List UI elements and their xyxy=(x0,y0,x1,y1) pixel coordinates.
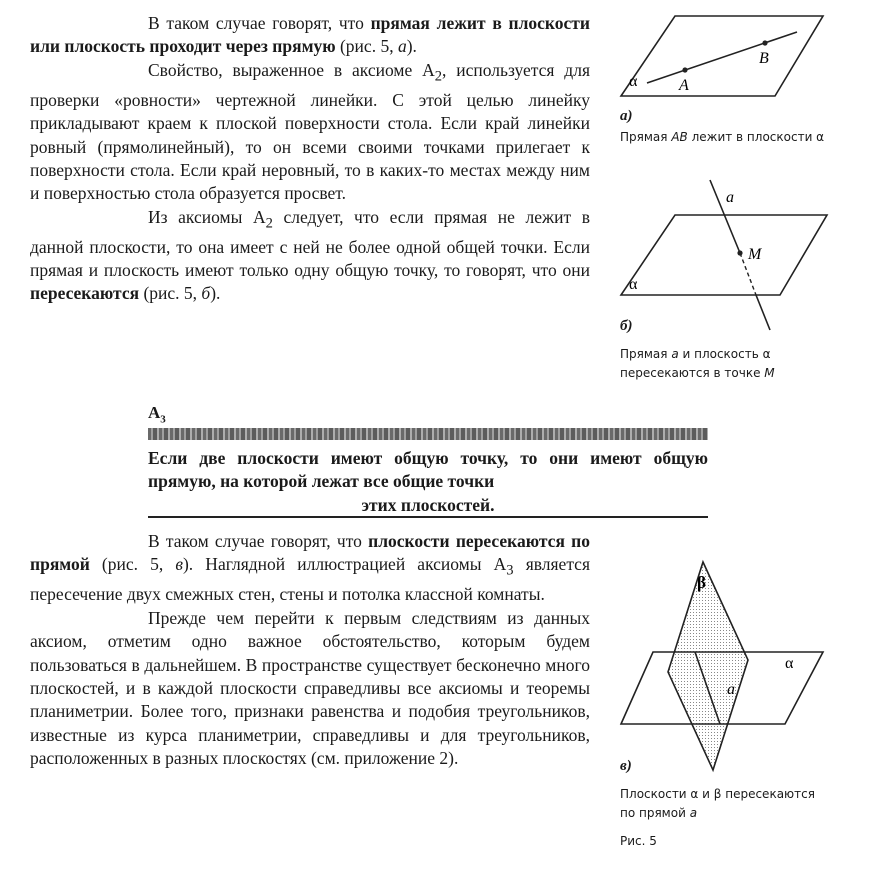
axiom-label: $А_3$ xyxy=(148,403,166,426)
label-alpha-a: α xyxy=(629,73,638,90)
term-intersect: пересекаются xyxy=(30,283,140,304)
term-line-in-plane: прямая лежит в плоскости или плоскость проходит через прямую xyxy=(30,13,590,57)
figure-a-caption: Прямая AB лежит в плоскости α xyxy=(620,130,825,144)
label-alpha-b: α xyxy=(629,276,638,293)
point-b xyxy=(762,40,767,45)
figure-b xyxy=(615,175,830,340)
text-block-bottom xyxy=(30,530,590,771)
figure-a xyxy=(615,8,825,103)
paragraph-line-in-plane: В таком случае говорят, что прямая лежит в плоскости или плоскость проходит через прямую (рис. 5, а). xyxy=(30,13,590,57)
paragraph-intersect: Из аксиомы $А_2$ следует, что если прямая не лежит в данной плоскости, то она имеет с ней не более одной общей точки. Если прямая и плоскость имеют только одну общую точку, то говорят, что они пересекаются (рис. 5, б). xyxy=(30,206,590,304)
label-alpha-c: α xyxy=(785,655,794,672)
line-a-bottom xyxy=(756,295,770,330)
paragraph-planimetry: Прежде чем перейти к первым следствиям из данных аксиом, отметим одно важное обстоятельство, которым будем пользоваться в дальнейшем. В пространстве существует бесконечно много плоскостей, и в каждой плоскости справедливы все аксиомы и теоремы планиметрии. Более того, признаки равенства и подобия треугольников, известные из курса планиметрии, справедливы и для треугольников, расположенных в разных плоскостях (см. приложение 2). xyxy=(30,607,590,769)
label-line-c: a xyxy=(727,681,735,698)
figure-a-letter: а) xyxy=(620,108,633,124)
figure-b-caption: Прямая a и плоскость α пересекаются в точке M xyxy=(620,347,775,380)
plane-alpha-a xyxy=(621,16,823,96)
plane-alpha-b xyxy=(621,215,827,295)
figure-c-caption: Плоскости α и β пересекаются по прямой a xyxy=(620,787,815,820)
figure-b-letter: б) xyxy=(620,318,633,334)
axiom-statement: Если две плоскости имеют общую точку, то они имеют общую прямую, на которой лежат все общие точки этих плоскостей. xyxy=(148,448,708,515)
axiom-divider xyxy=(148,516,708,518)
axiom-decor-bar xyxy=(148,428,708,440)
paragraph-planes-intersect: В таком случае говорят, что плоскости пересекаются по прямой (рис. 5, в). Наглядной иллюстрацией аксиомы $А_3$ является пересечение двух смежных стен, стены и потолка классной комнаты. xyxy=(30,531,591,605)
point-a xyxy=(682,67,687,72)
paragraph-ruler-check: Свойство, выраженное в аксиоме $А_2$, используется для проверки «ровности» чертежной линейки. С этой целью линейку прикладывают краем к плоской поверхности стола. Если край линейки ровный (прямолинейный), то он всеми своими точками прилегает к поверхности стола. Если край неровный, то в каких-то местах между ним и поверхностью стола образуется просвет. xyxy=(30,59,590,204)
text-block-top xyxy=(30,12,590,306)
point-m xyxy=(737,250,742,255)
label-b: B xyxy=(759,50,769,67)
line-ab xyxy=(647,32,797,83)
label-line-a: a xyxy=(726,189,734,206)
figure-c-letter: в) xyxy=(620,758,632,774)
label-a: A xyxy=(679,77,689,94)
figure-c xyxy=(615,552,830,777)
figure-number: Рис. 5 xyxy=(620,834,657,848)
line-a-top xyxy=(710,180,740,253)
label-beta: β xyxy=(697,573,706,592)
term-planes-intersect: плоскости пересекаются по прямой xyxy=(30,531,590,575)
plane-beta xyxy=(668,562,748,770)
label-m: M xyxy=(748,246,762,263)
